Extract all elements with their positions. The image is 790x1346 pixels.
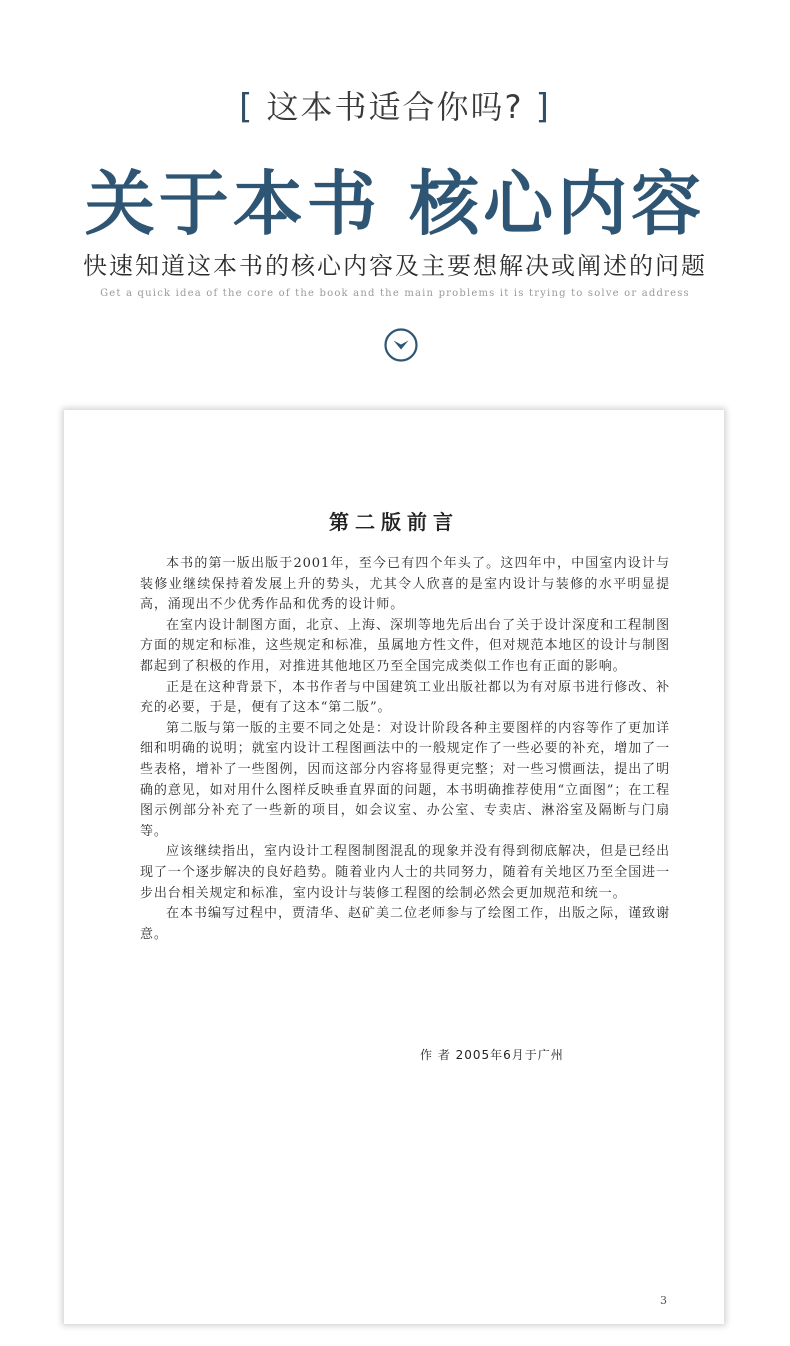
paragraph: 在室内设计制图方面，北京、上海、深圳等地先后出台了关于设计深度和工程制图方面的规定和标准，这些规定和标准，虽属地方性文件，但对规范本地区的设计与制图都起到了积极的作用，对推进其他地区乃至全国完成类似工作也有正面的影响。	[140, 617, 670, 674]
main-title: 关于本书 核心内容	[84, 162, 706, 245]
description-chinese: 快速知道这本书的核心内容及主要想解决或阐述的问题	[83, 252, 707, 280]
bracket-left: [	[239, 87, 255, 127]
paragraph: 本书的第一版出版于2001年，至今已有四个年头了。这四年中，中国室内设计与装修业继续保持着发展上升的势头，尤其令人欣喜的是室内设计与装修的水平明显提高，涌现出不少优秀作品和优秀的设计师。	[140, 556, 670, 613]
preface-body	[140, 554, 670, 945]
paragraph: 第二版与第一版的主要不同之处是：对设计阶段各种主要图样的内容等作了更加详细和明确的说明；就室内设计工程图画法中的一般规定作了一些必要的补充，增加了一些表格，增补了一些图例，因而这部分内容将显得更完整；对一些习惯画法，提出了明确的意见，如对用什么图样反映垂直界面的问题，本书明确推荐使用“立面图”；在工程图示例部分补充了一些新的项目，如会议室、办公室、专卖店、淋浴室及隔断与门扇等。	[140, 720, 670, 839]
page-number: 3	[660, 1294, 667, 1307]
question-text: 这本书适合你吗?	[266, 88, 524, 126]
paragraph: 正是在这种背景下，本书作者与中国建筑工业出版社都以为有对原书进行修改、补充的必要，于是，便有了这本“第二版”。	[140, 679, 670, 716]
bracket-right: ]	[535, 87, 551, 127]
paragraph: 在本书编写过程中，贾清华、赵矿美二位老师参与了绘图工作，出版之际，谨致谢意。	[140, 906, 670, 942]
header-banner	[0, 0, 790, 400]
paragraph: 应该继续指出，室内设计工程图制图混乱的现象并没有得到彻底解决，但是已经出现了一个逐步解决的良好趋势。随着业内人士的共同努力，随着有关地区乃至全国进一步出台相关规定和标准，室内设计与装修工程图的绘制必然会更加规范和统一。	[140, 844, 670, 901]
chevron-down-circle-icon	[383, 327, 419, 363]
description-english: Get a quick idea of the core of the book and the main problems it is trying to solve or address	[100, 288, 690, 299]
author-signature: 作 者 2005年6月于广州	[420, 1048, 564, 1062]
page-title: 第二版前言	[329, 510, 459, 534]
book-page	[64, 410, 724, 1324]
section-question	[0, 82, 790, 128]
